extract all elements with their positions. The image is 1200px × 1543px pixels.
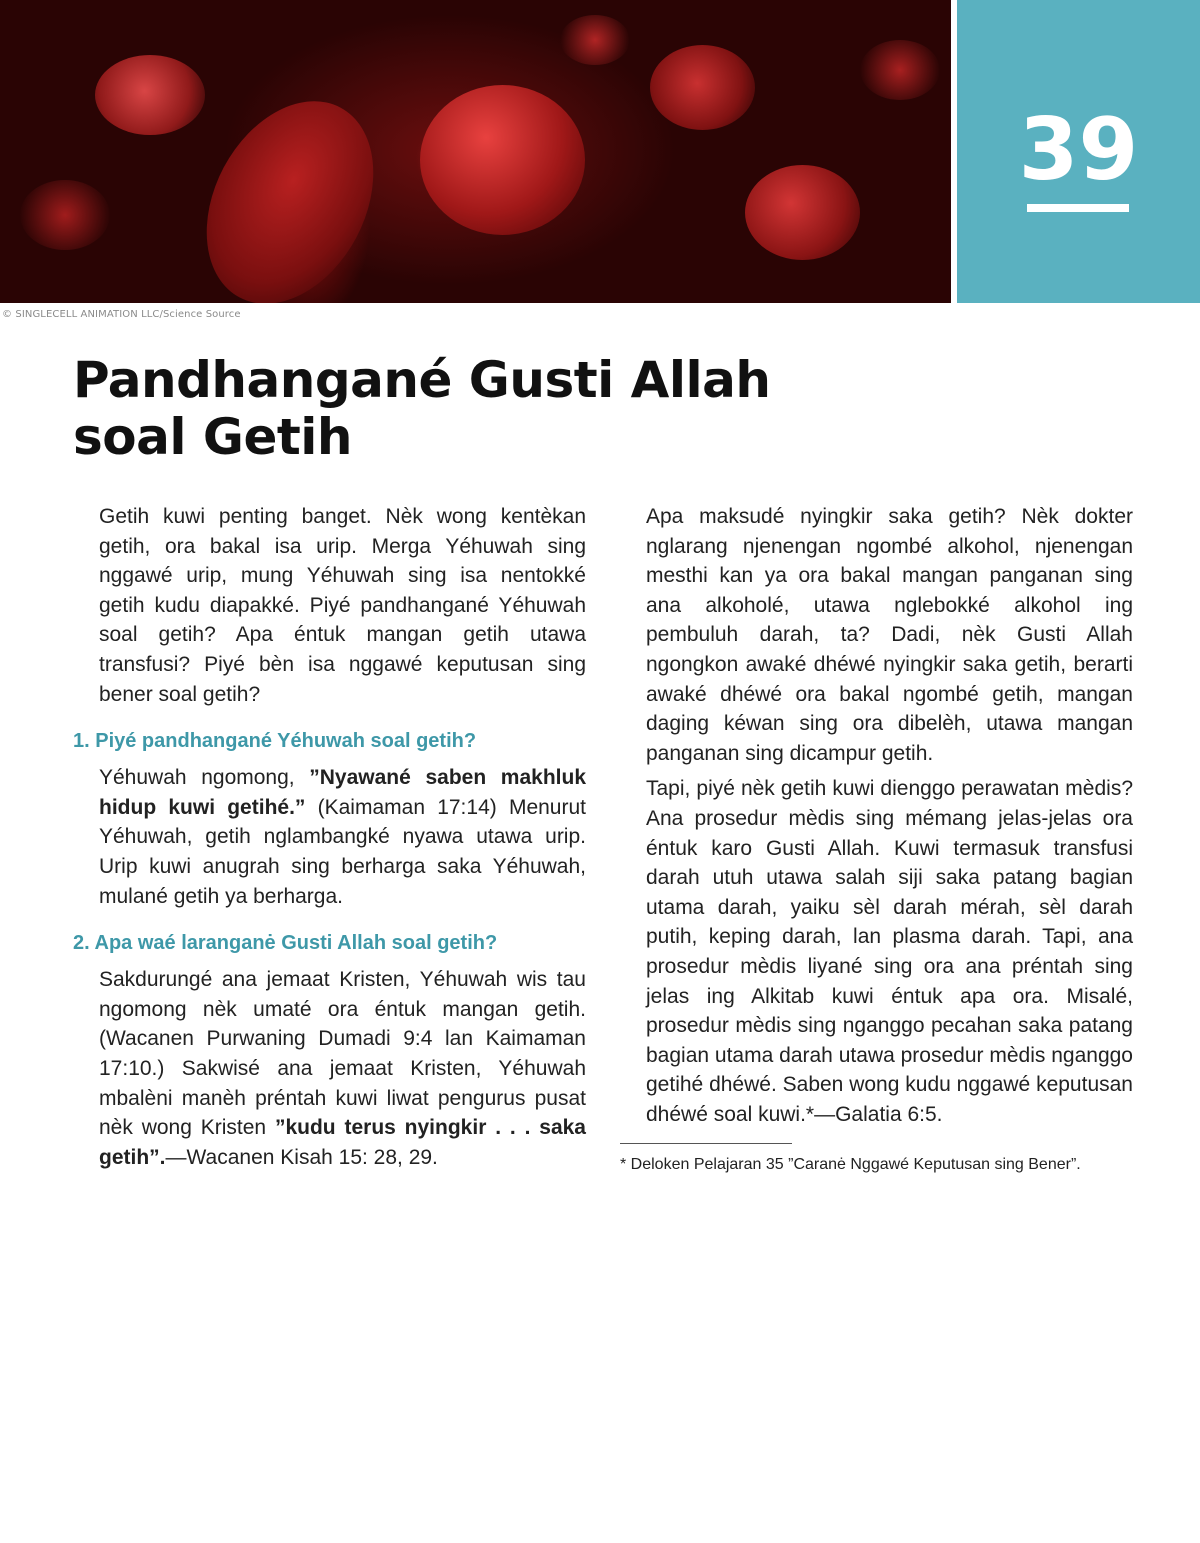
lesson-number-underline	[1027, 204, 1129, 212]
red-blood-cell	[420, 85, 585, 235]
footnote: * Deloken Pelajaran 35 ”Caranė Nggawé Keputusan sing Bener”.	[620, 1156, 1081, 1174]
right-paragraph-1: Apa maksudé nyingkir saka getih? Nèk dokter nglarang njenengan ngombé alkohol, njenengan mesthi kan ya ora bakal mangan panganan sing ana alkoholé, utawa nglebokké alkohol ing pembuluh darah, ta? Dadi, nèk Gusti Allah ngongkon awaké dhéwé nyingkir saka getih, berarti awaké dhéwé ora bakal ngombé getih, mangan daging kéwan sing ora dibelèh, utawa mangan panganan sing dicampur getih.	[646, 505, 1133, 765]
red-blood-cell	[560, 15, 630, 65]
answer-2-text-a: Sakdurungé ana jemaat Kristen, Yéhuwah wis tau ngomong nèk umaté ora éntuk mangan getih. (Wacanen Purwaning Dumadi 9:4 lan Kaimaman 17:10.) Sakwisé ana jemaat Kristen, Yéhuwah mbalèni manèh préntah kuwi liwat pengurus pusat nèk wong Kristen	[99, 968, 586, 1140]
answer-2-quote: ”kudu terus nyingkir . . . saka getih”.	[99, 1116, 586, 1169]
answer-2-text-b: —Wacanen Kisah 15: 28, 29.	[165, 1145, 438, 1169]
intro-paragraph: Getih kuwi penting banget. Nèk wong kentèkan getih, ora bakal isa urip. Merga Yéhuwah sing nggawé urip, mung Yéhuwah sing isa nentokké getih kudu diapakké. Piyé pandhangané Yéhuwah soal getih? Apa éntuk mangan getih utawa transfusi? Piyé bèn isa nggawé keputusan sing bener soal getih?	[99, 505, 586, 706]
footnote-divider	[620, 1143, 792, 1144]
left-column	[73, 502, 586, 1172]
answer-1-quote: ”Nyawané saben makhluk hidup kuwi getihé.”	[99, 766, 586, 819]
question-heading-1: 1. Piyé pandhangané Yéhuwah soal getih?	[73, 730, 477, 753]
answer-paragraph-1	[73, 763, 586, 911]
hero-image-blood-cells	[0, 0, 951, 303]
red-blood-cell	[650, 45, 755, 130]
lesson-number-box	[957, 0, 1200, 303]
red-blood-cell	[95, 55, 205, 135]
page-title-line-2: soal Getih	[73, 408, 352, 466]
answer-paragraph-2	[73, 965, 586, 1172]
right-paragraph-2: Tapi, piyé nèk getih kuwi dienggo perawatan mèdis? Ana prosedur mèdis sing mémang jelas-jelas ora éntuk karo Gusti Allah. Kuwi termasuk transfusi darah utuh utawa salah siji saka patang bagian utama darah, yaiku sèl darah mérah, sèl darah putih, keping darah, lan plasma darah. Tapi, ana prosedur mèdis liyané sing ora ana préntah sing jelas ing Alkitab kuwi éntuk apa ora. Misalé, prosedur mèdis sing nganggo pecahan saka patang bagian utama darah utawa prosedur mèdis nganggo getihé dhéwé. Saben wong kudu nggawé keputusan dhéwé soal kuwi.*—Galatia 6:5.	[646, 777, 1133, 1126]
red-blood-cell	[745, 165, 860, 260]
page-title-line-1: Pandhangané Gusti Allah	[73, 351, 771, 409]
red-blood-cell	[173, 72, 406, 303]
answer-1-text-b: (Kaimaman 17:14) Menurut Yéhuwah, getih nglambangké nyawa utawa urip. Urip kuwi anugrah sing berharga saka Yéhuwah, mulané getih ya berharga.	[99, 795, 586, 908]
photo-credit: © SINGLECELL ANIMATION LLC/Science Source	[2, 309, 241, 320]
question-heading-2: 2. Apa waé laranganė Gusti Allah soal getih?	[73, 932, 498, 955]
red-blood-cell	[20, 180, 110, 250]
right-column	[620, 502, 1133, 1175]
lesson-number: 39	[1018, 100, 1139, 200]
answer-1-text-a: Yéhuwah ngomong,	[99, 766, 310, 790]
page-title	[73, 352, 873, 466]
red-blood-cell	[860, 40, 940, 100]
